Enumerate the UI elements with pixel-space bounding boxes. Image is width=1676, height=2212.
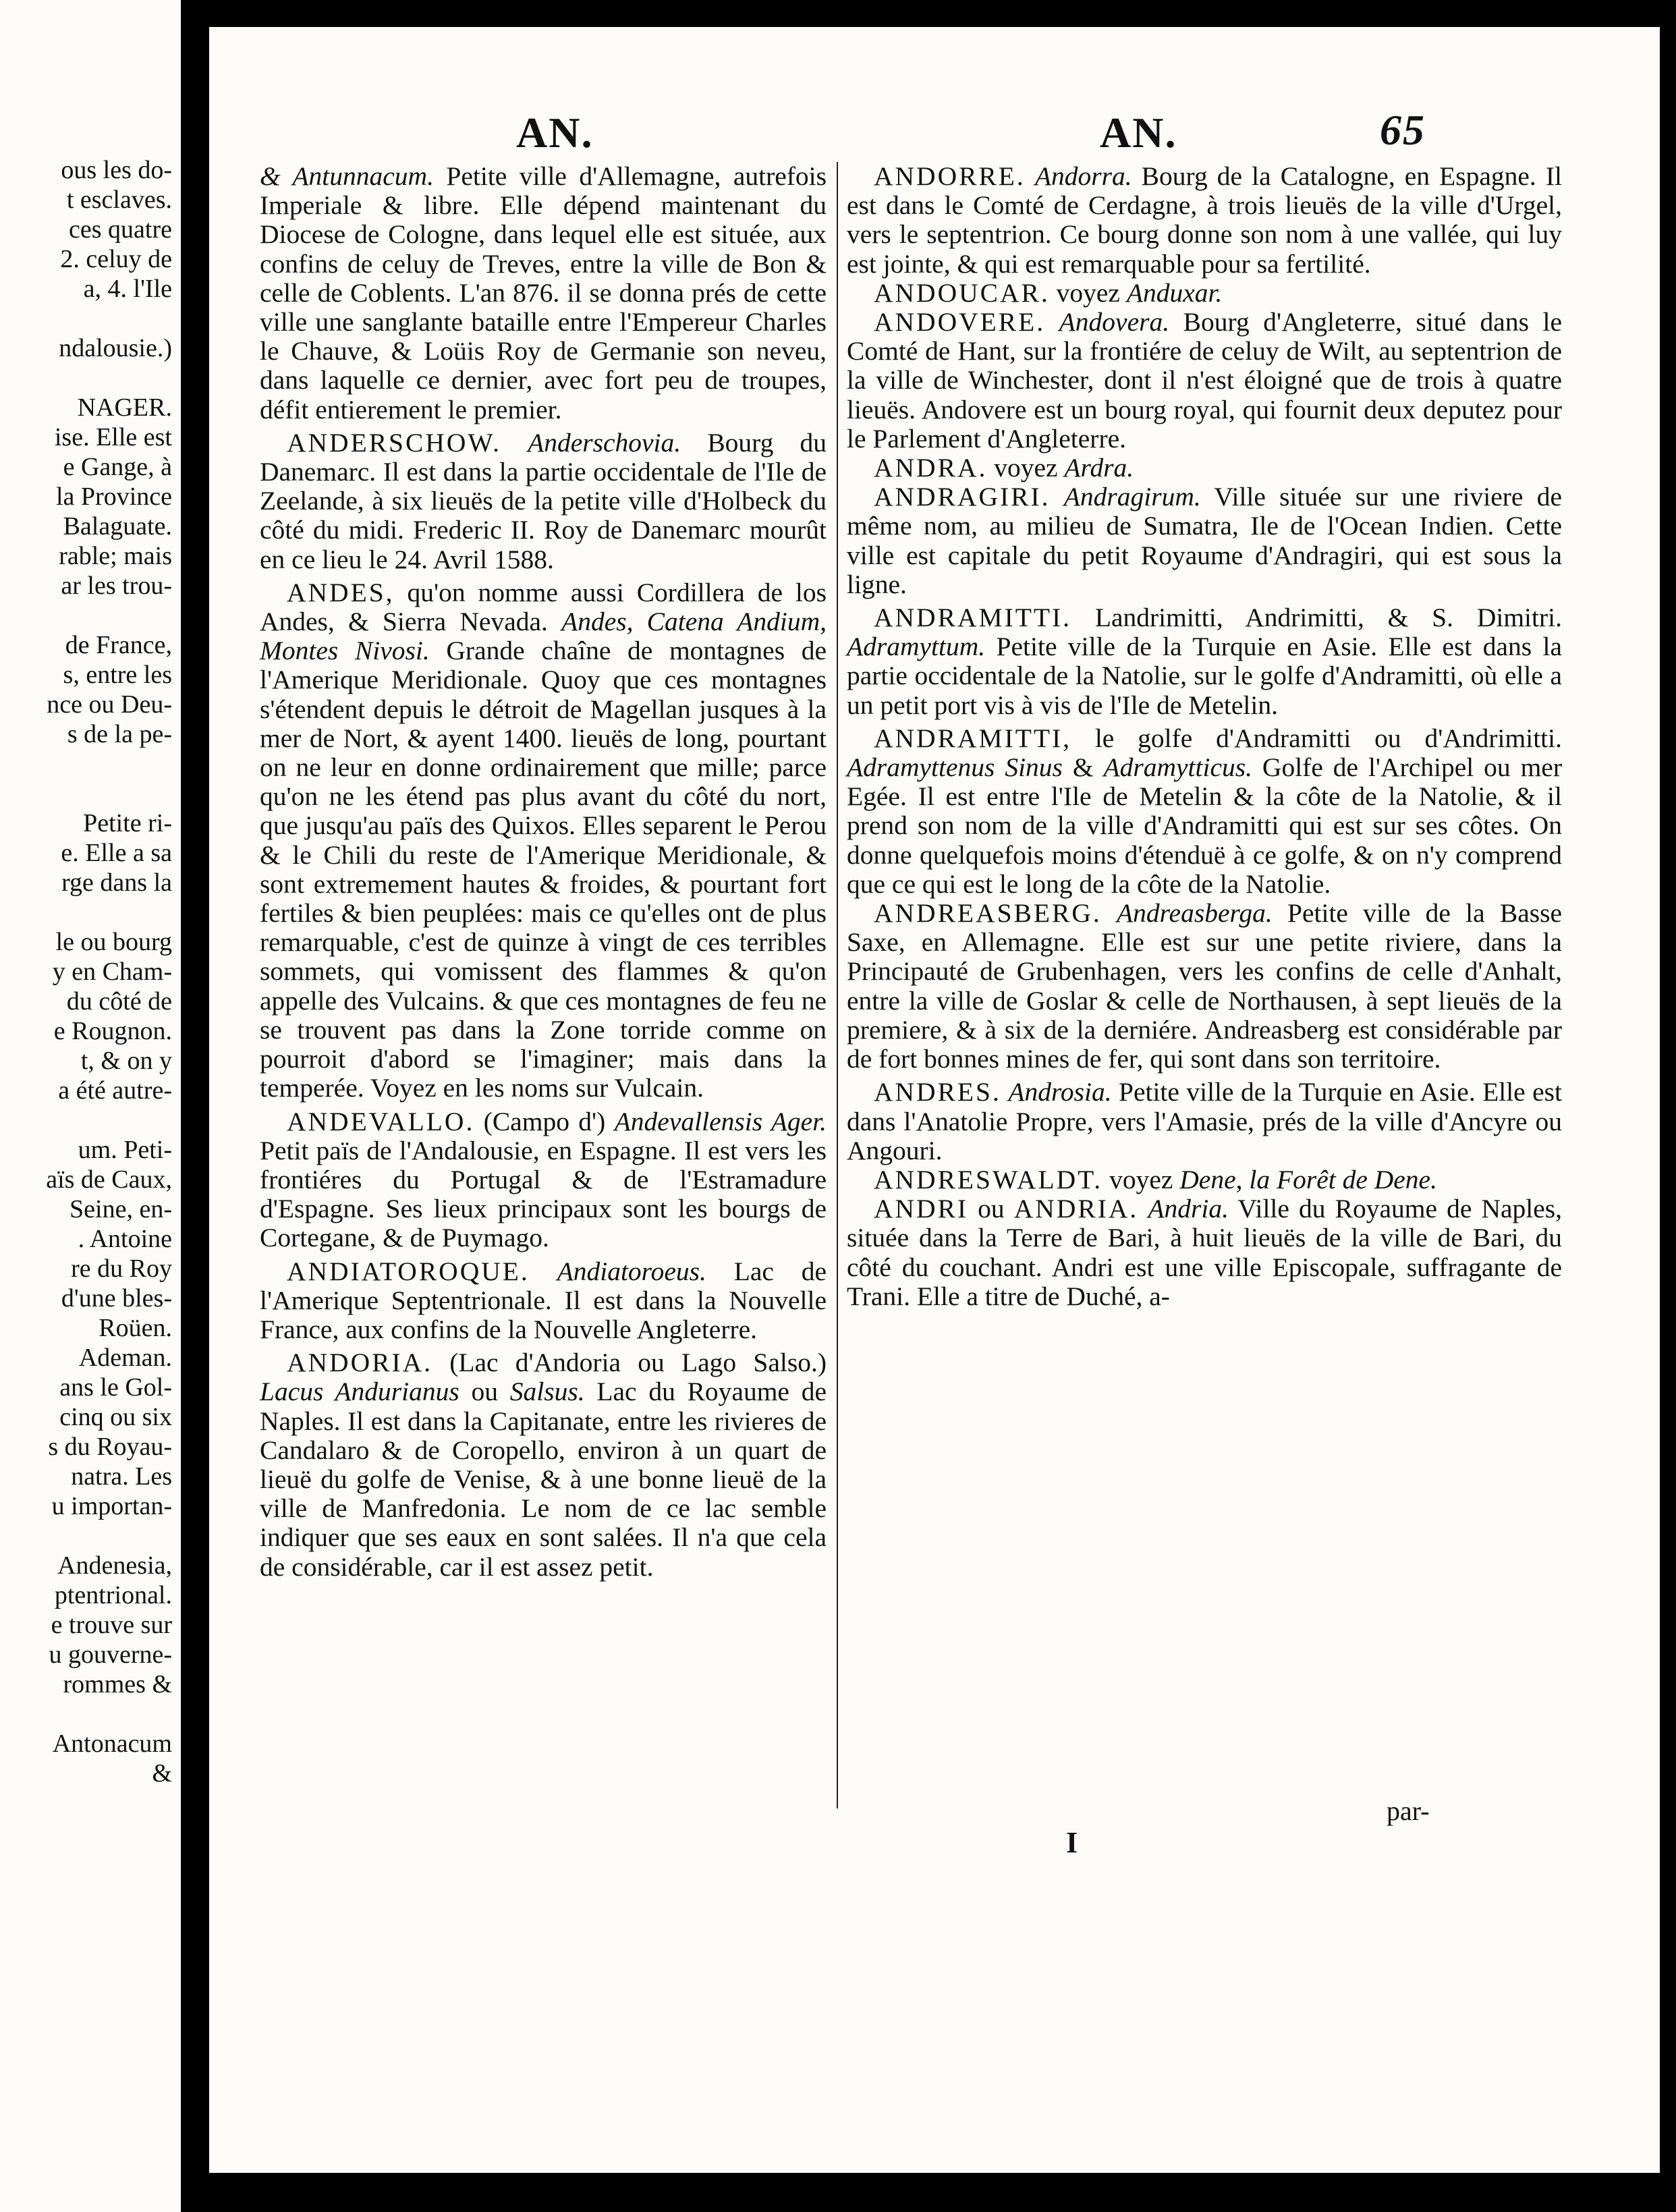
- left-fragment-line: e. Elle a sa: [61, 839, 172, 867]
- left-fragment-line: . Antoine: [78, 1225, 172, 1253]
- entry-andres: ANDRES. Androsia. Petite ville de la Turquie en Asie. Elle est dans l'Anatolie Propre, vers l'Amasie, prés de la ville d'Ancyre ou Angouri.: [847, 1077, 1562, 1165]
- left-fragment-line: Petite ri-: [83, 809, 172, 837]
- entry-andramitti: ANDRAMITTI. Landrimitti, Andrimitti, & S. Dimitri. Adramyttum. Petite ville de la Turquie en Asie. Elle est dans la partie occidentale de la Natolie, sur le golfe d'Andramitti, où elle a un petit port vis à vis de l'Ile de Metelin.: [847, 603, 1562, 720]
- left-fragment-line: rable; mais: [59, 542, 172, 570]
- left-fragment-line: [0, 363, 172, 393]
- entry-andevallo: ANDEVALLO. (Campo d') Andevallensis Ager. Petit païs de l'Andalousie, en Espagne. Il est vers les frontiéres du Portugal & de l'Estramadure d'Espagne. Ses lieux principaux sont les bourgs de Cortegane, & de Puymago.: [260, 1106, 827, 1253]
- left-fragment-line: aïs de Caux,: [46, 1165, 172, 1194]
- left-fragment-line: ans le Gol-: [59, 1373, 172, 1402]
- column-right: [847, 162, 1562, 1311]
- left-fragment-line: de France,: [65, 631, 172, 659]
- left-fragment-line: natra. Les: [71, 1462, 172, 1491]
- left-fragment-line: la Province: [55, 482, 172, 511]
- entry-andramitti-golfe: ANDRAMITTI, le golfe d'Andramitti ou d'Andrimitti. Adramyttenus Sinus & Adramytticus. Golfe de l'Archipel ou mer Egée. Il est entre l'Ile de Metelin & la côte de la Natolie, & il prend son nom de la ville d'Andramitti qui est sur ses côtes. On donne quelquefois moins d'étenduë à ce golfe, & on n'y comprend que ce qui est le long de la côte de la Natolie.: [847, 723, 1562, 899]
- left-fragment-line: [0, 1699, 172, 1729]
- entry-andreswaldt: ANDRESWALDT. voyez Dene, la Forêt de Dene.: [874, 1164, 1437, 1194]
- left-fragment-line: [0, 1521, 172, 1551]
- entry-anderschow: ANDERSCHOW. Anderschovia. Bourg du Danemarc. Il est dans la partie occidentale de l'Ile de Zeelande, à six lieuës de la petite ville d'Holbeck du côté du midi. Frederic II. Roy de Danemarc mourût en ce lieu le 24. Avril 1588.: [260, 427, 827, 574]
- entry-andiatoroque: ANDIATOROQUE. Andiatoroeus. Lac de l'Amerique Septentrionale. Il est dans la Nouvelle France, aux confins de la Nouvelle Angleterre.: [260, 1256, 827, 1344]
- left-fragment-line: 2. celuy de: [60, 245, 172, 273]
- running-header-left: AN.: [516, 109, 594, 157]
- entry-andoria: ANDORIA. (Lac d'Andoria ou Lago Salso.) Lacus Andurianus ou Salsus. Lac du Royaume de Naples. Il est dans la Capitanate, entre les rivieres de Candalaro & de Coropello, environ à un quart de lieuë du golfe de Venise, & à une bonne lieuë de la ville de Manfredonia. Le nom de ce lac semble indiquer que ses eaux en sont salées. Il n'a que cela de considérable, car il est assez petit.: [260, 1348, 827, 1582]
- left-fragment-line: cinq ou six: [59, 1403, 172, 1431]
- column-rule: [837, 162, 838, 1808]
- entry-andoucar: ANDOUCAR. voyez Anduxar.: [874, 277, 1223, 308]
- left-page-text: [0, 155, 172, 1788]
- entry-andreasberg: ANDREASBERG. Andreasberga. Petite ville de la Basse Saxe, en Allemagne. Elle est sur une petite riviere, dans la Principauté de Grubenhagen, vers les confins de celle d'Anhalt, entre la ville de Goslar & celle de Northausen, à sept lieuës de la premiere, & à six de la derniére. Andreasberg est considérable par de fort bonnes mines de fer, qui sont dans son territoire.: [847, 898, 1563, 1074]
- entry-andri: ANDRI ou ANDRIA. Andria. Ville du Royaume de Naples, située dans la Terre de Bari, à huit lieuës de la ville de Bari, du côté du couchant. Andri est une ville Episcopale, suffragante de Trani. Elle a titre de Duché, a-: [847, 1194, 1563, 1311]
- left-fragment-line: u importan-: [51, 1492, 172, 1520]
- left-fragment-line: Antonacum: [52, 1730, 172, 1758]
- left-fragment-line: &: [152, 1759, 172, 1788]
- left-fragment-line: e trouve sur: [51, 1611, 172, 1639]
- entry-andragiri: ANDRAGIRI. Andragirum. Ville située sur une riviere de même nom, au milieu de Sumatra, Ile de l'Ocean Indien. Cette ville est capitale du petit Royaume d'Andragiri, qui est sous la ligne.: [847, 482, 1562, 599]
- left-fragment-line: um. Peti-: [78, 1136, 172, 1164]
- left-page-fragment: [0, 0, 181, 2212]
- left-fragment-line: a été autre-: [58, 1076, 172, 1105]
- left-fragment-line: e Gange, à: [63, 453, 172, 481]
- left-fragment-line: ptentrional.: [54, 1581, 172, 1609]
- page-number: 65: [1380, 106, 1426, 154]
- left-fragment-line: [0, 749, 172, 779]
- left-fragment-line: le ou bourg: [55, 928, 172, 956]
- signature-mark: I: [1066, 1826, 1078, 1859]
- left-fragment-line: Roüen.: [99, 1314, 172, 1342]
- left-fragment-line: du côté de: [66, 987, 172, 1016]
- left-fragment-line: Seine, en-: [69, 1195, 172, 1223]
- left-fragment-line: ar les trou-: [61, 572, 172, 600]
- left-fragment-line: [0, 779, 172, 808]
- left-fragment-line: d'une bles-: [61, 1284, 172, 1312]
- left-fragment-line: Ademan.: [78, 1344, 172, 1372]
- left-fragment-line: ise. Elle est: [54, 423, 172, 451]
- entry-andra: ANDRA. voyez Ardra.: [874, 453, 1134, 483]
- left-fragment-line: t esclaves.: [66, 186, 172, 214]
- left-fragment-line: Balaguate.: [63, 512, 172, 541]
- left-fragment-line: ces quatre: [69, 215, 172, 244]
- entry-andorre: ANDORRE. Andorra. Bourg de la Catalogne, en Espagne. Il est dans le Comté de Cerdagne, à trois lieuës de la ville d'Urgel, vers le septentrion. Ce bourg donne son nom à une vallée, qui luy est jointe, & qui est remarquable pour sa fertilité.: [847, 161, 1562, 279]
- entry-andes: ANDES, qu'on nomme aussi Cordillera de los Andes, & Sierra Nevada. Andes, Catena Andium, Montes Nivosi. Grande chaîne de montagnes de l'Amerique Meridionale. Quoy que ces montagnes s'étendent depuis le détroit de Magellan jusques à la mer de Nort, & ayent 1400. lieuës de long, pourtant on ne leur en donne ordinairement que mille; parce qu'on ne les étend pas plus avant du côté du nort, que jusqu'au païs des Quixos. Elles separent le Perou & le Chili du reste de l'Amerique Meridionale, & sont extremement hautes & froides, & pourtant fort fertiles & bien peuplées: mais ce qu'elles ont de plus remarquable, c'est de quinze à vingt de ces terribles sommets, qui vomissent des flammes & qu'on appelle des Vulcains. & que ces montagnes de feu ne se trouvent pas dans la Zone torride comme on pourroit d'abord se l'imaginer; mais dans la temperée. Voyez en les noms sur Vulcain.: [260, 577, 827, 1103]
- left-fragment-line: s de la pe-: [67, 720, 172, 748]
- left-fragment-line: s du Royau-: [48, 1433, 172, 1461]
- entry-antunnacum: & Antunnacum. Petite ville d'Allemagne, autrefois Imperiale & libre. Elle dépend maintenant du Diocese de Cologne, dans lequel elle est située, aux confins de celuy de Treves, entre la ville de Bon & celle de Coblents. L'an 876. il se donna prés de cette ville une sanglante bataille entre l'Empereur Charles le Chauve, & Loüis Roy de Germanie son neveu, dans laquelle ce dernier, avec fort peu de troupes, défit entierement le premier.: [260, 161, 827, 424]
- left-fragment-line: nce ou Deu-: [47, 690, 172, 719]
- left-fragment-line: u gouverne-: [49, 1640, 172, 1669]
- left-fragment-line: rommes &: [63, 1670, 172, 1698]
- column-left: [260, 162, 827, 1582]
- left-fragment-line: NAGER.: [77, 393, 172, 422]
- left-fragment-line: ndalousie.): [59, 334, 172, 362]
- left-fragment-line: Andenesia,: [57, 1551, 172, 1580]
- left-fragment-line: e Rougnon.: [53, 1017, 172, 1045]
- left-fragment-line: s, entre les: [63, 661, 172, 689]
- left-fragment-line: re du Roy: [71, 1254, 172, 1283]
- left-fragment-line: [0, 1105, 172, 1135]
- left-fragment-line: ous les do-: [61, 156, 172, 184]
- left-fragment-line: a, 4. l'Ile: [83, 275, 172, 303]
- main-page: [209, 27, 1660, 2173]
- left-fragment-line: [0, 601, 172, 630]
- running-header-right: AN.: [1100, 109, 1177, 157]
- left-fragment-line: t, & on y: [80, 1047, 172, 1075]
- left-fragment-line: [0, 304, 172, 333]
- entry-andovere: ANDOVERE. Andovera. Bourg d'Angleterre, situé dans le Comté de Hant, sur la frontiére de celuy de Wilt, au septentrion de la ville de Winchester, dont il n'est éloigné que de trois à quatre lieuës. Andovere est un bourg royal, qui fournit deux deputez pour le Parlement d'Angleterre.: [847, 307, 1562, 453]
- left-fragment-line: [0, 897, 172, 927]
- catchword: par-: [1387, 1796, 1430, 1826]
- left-fragment-line: rge dans la: [61, 868, 172, 897]
- left-fragment-line: y en Cham-: [52, 958, 172, 986]
